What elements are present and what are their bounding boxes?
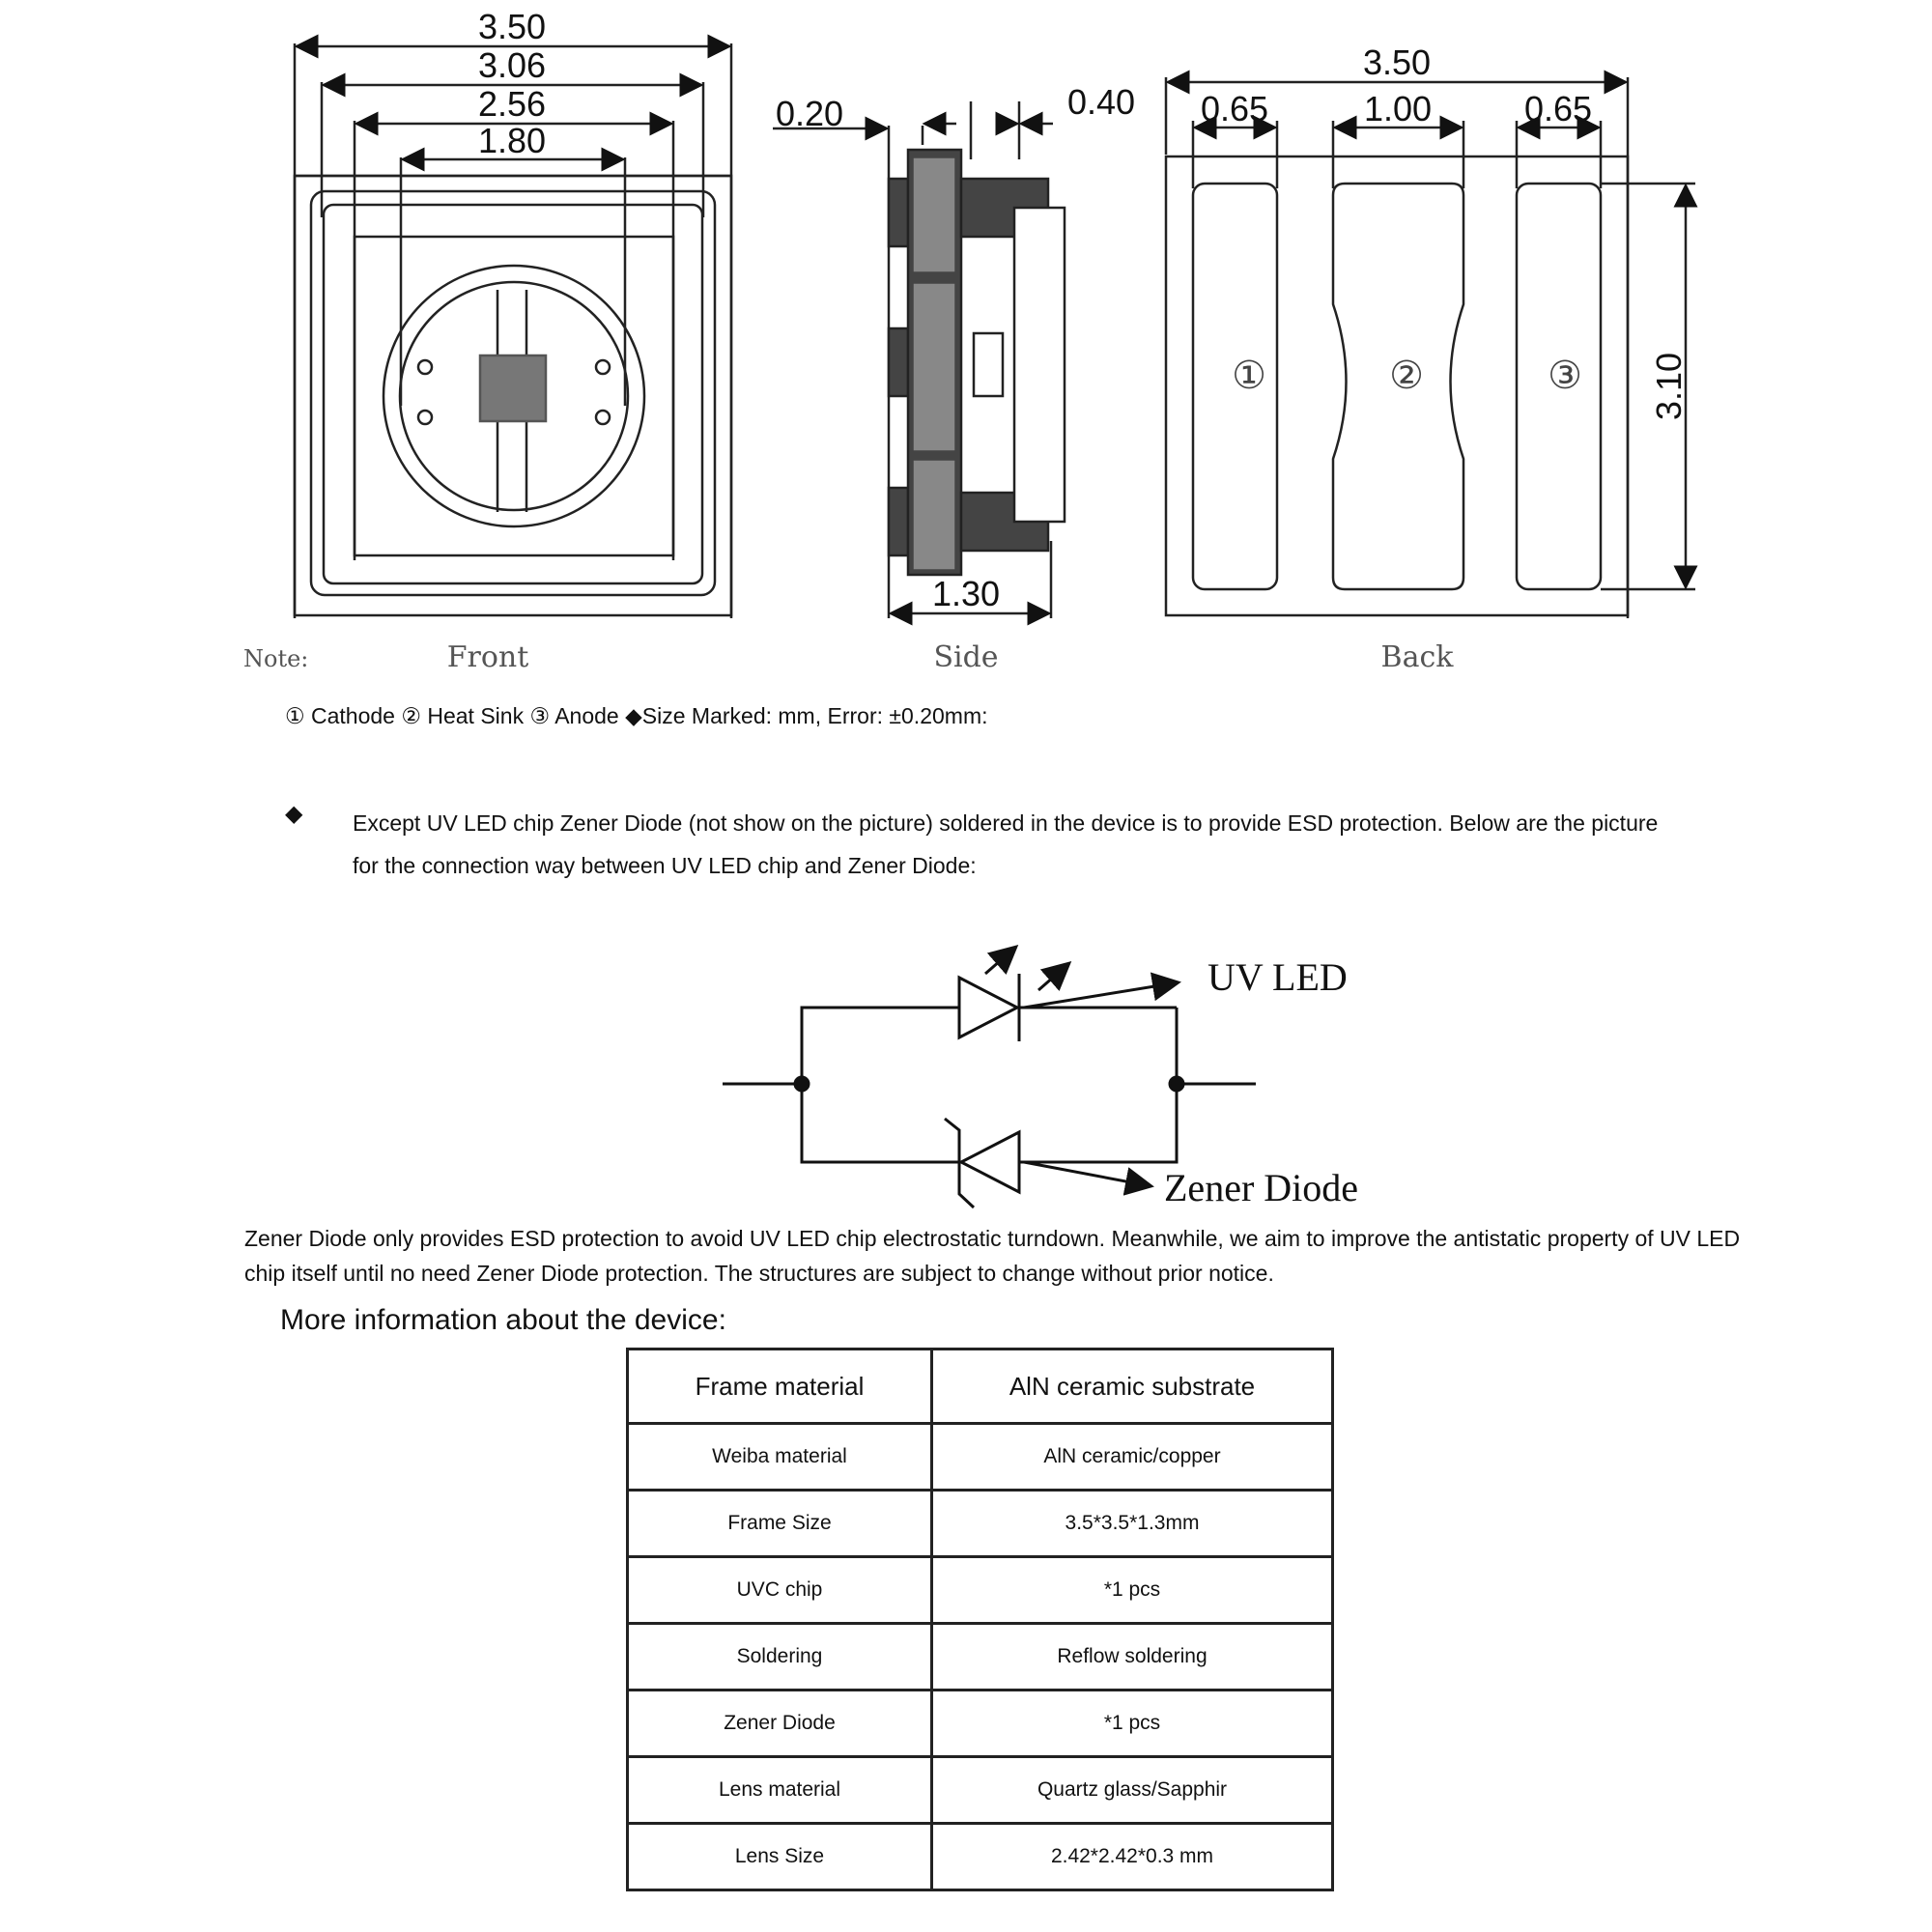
back-view-label: Back	[1380, 640, 1454, 674]
pad-3-marker: ③	[1548, 355, 1582, 397]
table-key: Frame material	[628, 1350, 932, 1424]
table-key: Lens material	[628, 1757, 932, 1824]
dim-310: 3.10	[1649, 352, 1689, 421]
table-value: AlN ceramic substrate	[932, 1350, 1333, 1424]
dim-100: 1.00	[1363, 89, 1433, 128]
table-value: Quartz glass/Sapphir	[932, 1757, 1333, 1824]
table-row	[628, 1824, 1333, 1890]
table-key: Frame Size	[628, 1491, 932, 1557]
table-key: Weiba material	[628, 1424, 932, 1491]
dim-040-side: 0.40	[1066, 82, 1136, 122]
dim-180-front: 1.80	[477, 121, 547, 160]
dim-350-back: 3.50	[1362, 43, 1432, 82]
table-value: 2.42*2.42*0.3 mm	[932, 1824, 1333, 1890]
uv-led-symbol	[959, 978, 1017, 1037]
table-row	[628, 1350, 1333, 1424]
table-key: Lens Size	[628, 1824, 932, 1890]
table-row	[628, 1757, 1333, 1824]
front-view-label: Front	[446, 640, 529, 674]
table-key: Soldering	[628, 1624, 932, 1690]
zener-diode-symbol	[961, 1132, 1019, 1192]
zener-note: Zener Diode only provides ESD protection to avoid UV LED chip electrostatic turndown. Meanwhile, we aim to improve the antistatic property of UV LED chip itself until no need Zener Diode protection. The structures are subject to change without prior notice.	[244, 1226, 1741, 1286]
device-spec-table	[626, 1348, 1334, 1891]
legend-note: ① Cathode ② Heat Sink ③ Anode ◆Size Marked: mm, Error: ±0.20mm:	[285, 703, 988, 728]
table-value: 3.5*3.5*1.3mm	[932, 1491, 1333, 1557]
dim-130-side: 1.30	[931, 574, 1001, 613]
table-key: UVC chip	[628, 1557, 932, 1624]
more-info-heading: More information about the device:	[280, 1304, 726, 1336]
table-value: *1 pcs	[932, 1690, 1333, 1757]
table-key: Zener Diode	[628, 1690, 932, 1757]
table-row	[628, 1424, 1333, 1491]
side-view	[773, 101, 1065, 618]
dim-256-front: 2.56	[477, 84, 547, 124]
esd-description: Except UV LED chip Zener Diode (not show on the picture) soldered in the device is to provide ESD protection. Below are the picture for the connection way between UV LED chip and Zener Diode:	[353, 810, 1659, 878]
zener-diode-label: Zener Diode	[1164, 1166, 1359, 1209]
dim-020-side: 0.20	[775, 94, 844, 133]
dim-065-left: 0.65	[1200, 89, 1269, 128]
uv-chip	[480, 355, 546, 421]
table-row	[628, 1491, 1333, 1557]
table-value: *1 pcs	[932, 1557, 1333, 1624]
pad-1-marker: ①	[1232, 355, 1266, 397]
table-value: AlN ceramic/copper	[932, 1424, 1333, 1491]
table-value: Reflow soldering	[932, 1624, 1333, 1690]
table-row	[628, 1690, 1333, 1757]
pad-2-marker: ②	[1389, 355, 1424, 397]
table-row	[628, 1557, 1333, 1624]
junction-left	[795, 1077, 809, 1091]
dim-306-front: 3.06	[477, 45, 547, 85]
table-row	[628, 1624, 1333, 1690]
dim-065-right: 0.65	[1523, 89, 1593, 128]
dim-350-front: 3.50	[477, 7, 547, 46]
back-view	[1166, 77, 1695, 618]
side-view-label: Side	[933, 640, 999, 674]
note-label: Note:	[243, 645, 309, 672]
junction-right	[1170, 1077, 1183, 1091]
bullet-marker: ◆	[285, 801, 303, 827]
uv-led-label: UV LED	[1208, 955, 1348, 999]
